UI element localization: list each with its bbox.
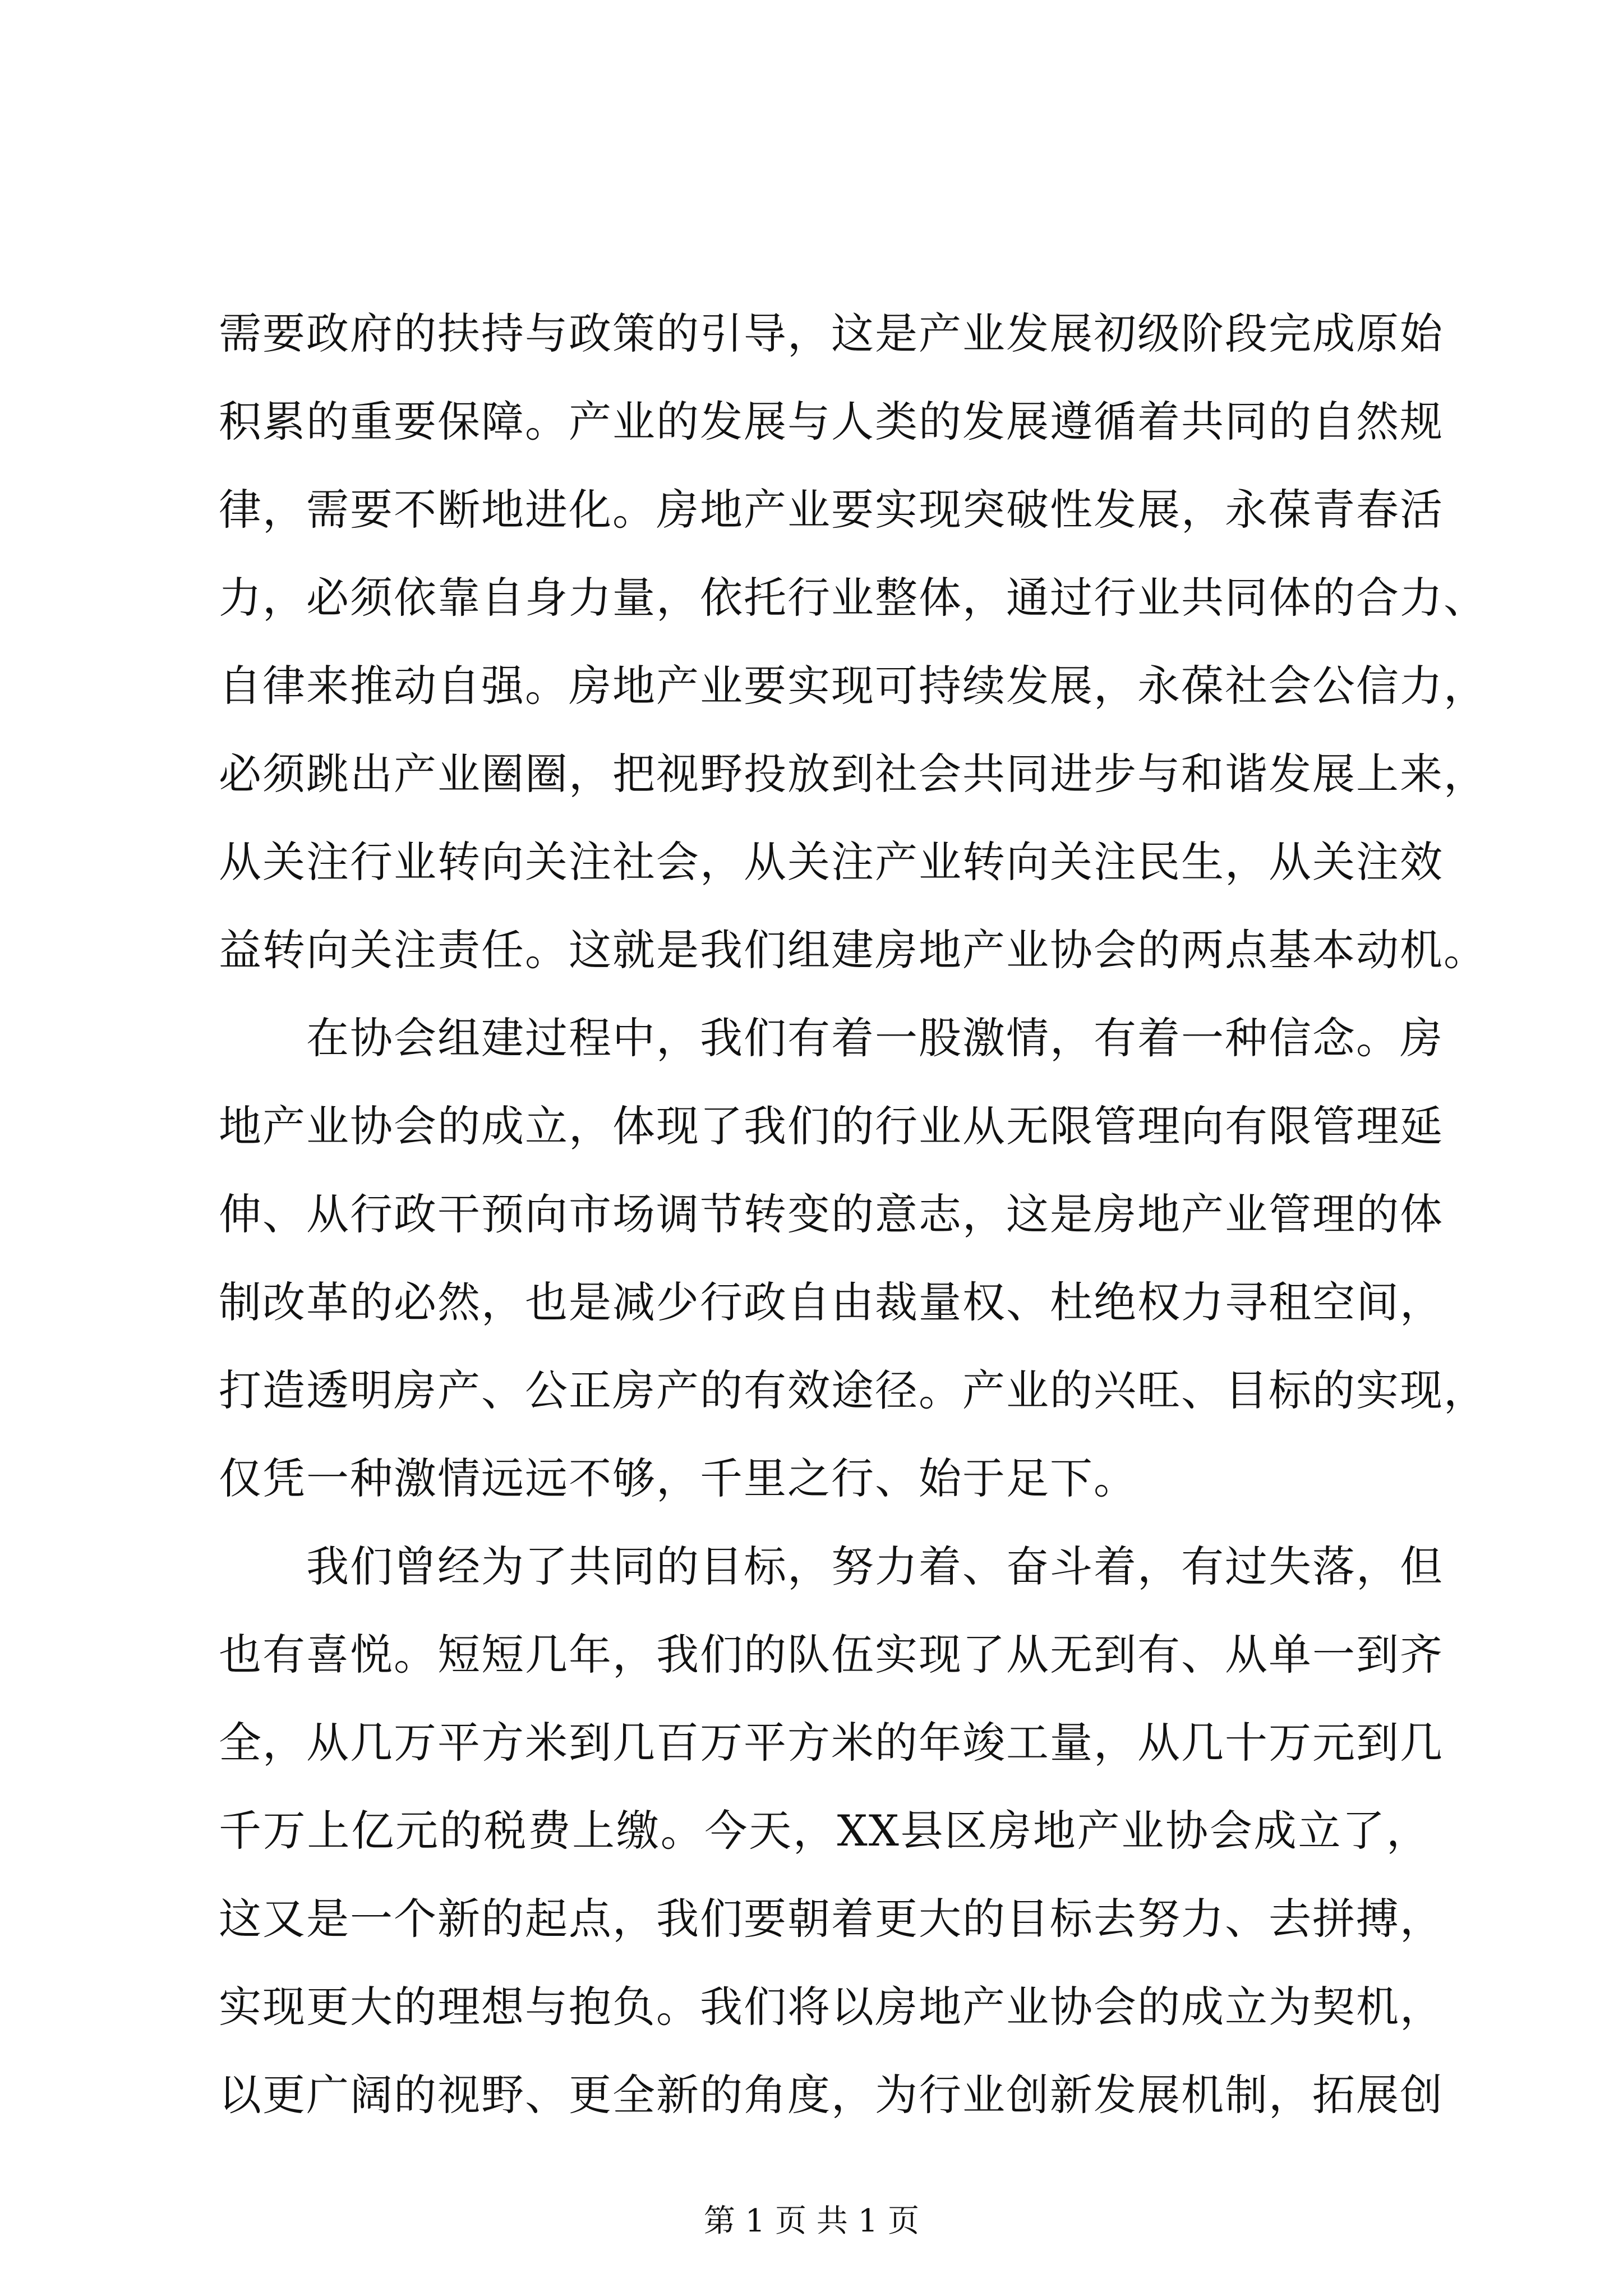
text-line: 需要政府的扶持与政策的引导，这是产业发展初级阶段完成原始 — [219, 309, 1444, 358]
text-line: 积累的重要保障。产业的发展与人类的发展遵循着共同的自然规 — [219, 397, 1444, 447]
text-line: 实现更大的理想与抱负。我们将以房地产业协会的成立为契机， — [219, 1982, 1444, 2032]
paragraph-first-line: 在协会组建过程中，我们有着一股激情，有着一种信念。房 — [306, 1013, 1444, 1063]
text-line: 从关注行业转向关注社会，从关注产业转向关注民生，从关注效 — [219, 837, 1444, 887]
text-line: 打造透明房产、公正房产的有效途径。产业的兴旺、目标的实现， — [219, 1365, 1487, 1415]
text-line: 伸、从行政干预向市场调节转变的意志，这是房地产业管理的体 — [219, 1189, 1444, 1239]
text-line: 必须跳出产业圈圈，把视野投放到社会共同进步与和谐发展上来， — [219, 749, 1487, 799]
text-line: 益转向关注责任。这就是我们组建房地产业协会的两点基本动机。 — [219, 925, 1487, 975]
page-footer: 第 1 页 共 1 页 — [703, 2203, 920, 2239]
text-line: 全，从几万平方米到几百万平方米的年竣工量，从几十万元到几 — [219, 1718, 1444, 1768]
text-line: 千万上亿元的税费上缴。今天，XX县区房地产业协会成立了， — [219, 1806, 1430, 1856]
text-line: 律，需要不断地进化。房地产业要实现突破性发展，永葆青春活 — [219, 485, 1444, 535]
text-line: 自律来推动自强。房地产业要实现可持续发展，永葆社会公信力， — [219, 661, 1487, 711]
text-line: 以更广阔的视野、更全新的角度，为行业创新发展机制，拓展创 — [219, 2070, 1444, 2120]
text-line: 仅凭一种激情远远不够，千里之行、始于足下。 — [219, 1453, 1137, 1503]
text-line: 力，必须依靠自身力量，依托行业整体，通过行业共同体的合力、 — [219, 573, 1487, 623]
text-line: 地产业协会的成立，体现了我们的行业从无限管理向有限管理延 — [219, 1101, 1444, 1151]
text-line: 也有喜悦。短短几年，我们的队伍实现了从无到有、从单一到齐 — [219, 1630, 1444, 1680]
text-line: 这又是一个新的起点，我们要朝着更大的目标去努力、去拼搏， — [219, 1894, 1444, 1944]
text-line: 制改革的必然，也是减少行政自由裁量权、杜绝权力寻租空间， — [219, 1277, 1444, 1327]
paragraph-first-line: 我们曾经为了共同的目标，努力着、奋斗着，有过失落，但 — [306, 1542, 1444, 1591]
